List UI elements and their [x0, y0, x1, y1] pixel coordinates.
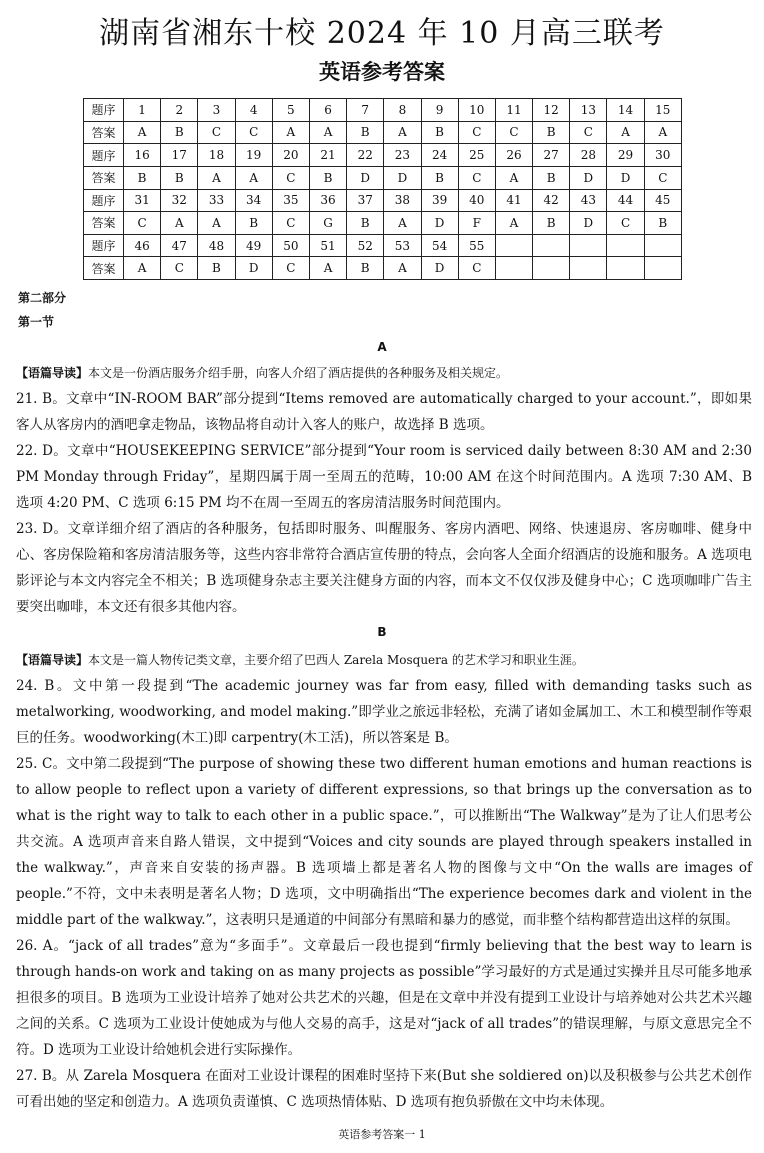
table-cell: 13 [570, 99, 607, 122]
table-cell: 25 [458, 144, 495, 167]
table-cell: A [198, 166, 235, 189]
table-cell: D [570, 166, 607, 189]
table-cell: B [124, 166, 161, 189]
table-cell: A [644, 121, 681, 144]
table-cell: C [458, 257, 495, 280]
table-cell: 29 [607, 144, 644, 167]
passage-a-letter: A [377, 340, 387, 354]
answer-table [83, 98, 682, 280]
table-cell: 32 [161, 189, 198, 212]
table-cell: 14 [607, 99, 644, 122]
table-cell: 21 [309, 144, 346, 167]
table-cell: 45 [644, 189, 681, 212]
table-cell: 51 [309, 234, 346, 257]
table-cell: A [235, 166, 272, 189]
table-cell: 19 [235, 144, 272, 167]
table-cell: A [272, 121, 309, 144]
table-cell: A [309, 257, 346, 280]
table-cell: 28 [570, 144, 607, 167]
table-cell: 12 [533, 99, 570, 122]
table-row [84, 212, 682, 235]
answer-23: 23. D。文章详细介绍了酒店的各种服务，包括即时服务、叫醒服务、客房内酒吧、网络、快速退房、客房咖啡、健身中心、客房保险箱和客房清洁服务等，这些内容非常符合酒店宣传册的特点，会向客人全面介绍酒店的设施和服务。A 选项电影评论与本文内容完全不相关；B 选项健身杂志主要关注健身方面的内容，而本文不仅仅涉及健身中心；C 选项咖啡广告主要突出咖啡，本文还有很多其他内容。 [16, 521, 752, 615]
table-cell [570, 234, 607, 257]
row-label: 答案 [84, 257, 124, 280]
table-cell: D [421, 257, 458, 280]
table-cell: C [272, 212, 309, 235]
guide-label: 【语篇导读】 [16, 366, 89, 380]
table-cell: 44 [607, 189, 644, 212]
answer-22: 22. D。文章中“HOUSEKEEPING SERVICE”部分提到“Your room is serviced daily between 8:30 AM and 2:30 PM Monday through Friday”，星期四属于周一至周五的范畴，10:00 AM 在这个时间范围内。A 选项 7:30 AM、B 选项 4:20 PM、C 选项 6:15 PM 均不在周一至周五的客房清洁服务时间范围内。 [16, 443, 752, 511]
table-cell: 31 [124, 189, 161, 212]
table-cell: D [607, 166, 644, 189]
table-cell: C [644, 166, 681, 189]
table-cell: 1 [124, 99, 161, 122]
table-cell: C [272, 166, 309, 189]
table-cell: 36 [309, 189, 346, 212]
table-cell [533, 234, 570, 257]
table-row [84, 189, 682, 212]
table-cell: 10 [458, 99, 495, 122]
doc-subtitle: 英语参考答案 [319, 60, 445, 84]
table-cell: D [235, 257, 272, 280]
table-cell: 53 [384, 234, 421, 257]
table-cell: 41 [495, 189, 532, 212]
table-cell: 30 [644, 144, 681, 167]
table-cell: 48 [198, 234, 235, 257]
table-cell: C [235, 121, 272, 144]
table-cell: 23 [384, 144, 421, 167]
table-row [84, 166, 682, 189]
table-cell: B [198, 257, 235, 280]
table-cell: D [421, 212, 458, 235]
row-label: 题序 [84, 144, 124, 167]
row-label: 题序 [84, 99, 124, 122]
table-cell: B [533, 121, 570, 144]
table-cell: 2 [161, 99, 198, 122]
table-cell: 5 [272, 99, 309, 122]
table-cell: C [607, 212, 644, 235]
table-cell: B [309, 166, 346, 189]
table-cell: 52 [347, 234, 384, 257]
row-label: 题序 [84, 234, 124, 257]
table-cell: 54 [421, 234, 458, 257]
table-row [84, 99, 682, 122]
row-label: 答案 [84, 166, 124, 189]
table-cell [607, 257, 644, 280]
table-cell: 37 [347, 189, 384, 212]
table-cell: A [198, 212, 235, 235]
exam-title: 湖南省湘东十校 2024 年 10 月高三联考 [99, 16, 665, 51]
table-cell: 40 [458, 189, 495, 212]
passage-a-guide [16, 360, 752, 386]
table-cell: 38 [384, 189, 421, 212]
table-cell: B [347, 257, 384, 280]
table-cell: A [124, 257, 161, 280]
table-cell: D [347, 166, 384, 189]
table-cell: A [607, 121, 644, 144]
table-cell: 6 [309, 99, 346, 122]
table-cell: 33 [198, 189, 235, 212]
table-cell: 4 [235, 99, 272, 122]
table-cell: 9 [421, 99, 458, 122]
table-cell: C [198, 121, 235, 144]
table-cell: 43 [570, 189, 607, 212]
row-label: 答案 [84, 212, 124, 235]
table-cell: B [533, 166, 570, 189]
table-cell: A [309, 121, 346, 144]
table-cell: 49 [235, 234, 272, 257]
table-cell: C [570, 121, 607, 144]
table-cell: C [161, 257, 198, 280]
table-cell: 24 [421, 144, 458, 167]
table-cell: 16 [124, 144, 161, 167]
table-cell: 50 [272, 234, 309, 257]
table-cell: 27 [533, 144, 570, 167]
table-cell: 18 [198, 144, 235, 167]
table-cell: B [421, 166, 458, 189]
table-cell [495, 257, 532, 280]
answer-21: 21. B。文章中“IN-ROOM BAR”部分提到“Items removed are automatically charged to your account.”，即如果客人从客房内的酒吧拿走物品，该物品将自动计入客人的账户，故选择 B 选项。 [16, 391, 752, 433]
table-cell: 46 [124, 234, 161, 257]
table-cell: 26 [495, 144, 532, 167]
part-title: 第二部分 [18, 291, 67, 305]
table-row [84, 234, 682, 257]
row-label: 题序 [84, 189, 124, 212]
table-cell: 42 [533, 189, 570, 212]
table-cell: A [384, 212, 421, 235]
table-cell: 22 [347, 144, 384, 167]
passage-b-letter: B [377, 625, 387, 639]
table-cell: B [347, 212, 384, 235]
table-cell: 7 [347, 99, 384, 122]
table-cell: B [161, 166, 198, 189]
table-cell: 39 [421, 189, 458, 212]
table-row [84, 144, 682, 167]
table-cell: B [421, 121, 458, 144]
table-cell: 3 [198, 99, 235, 122]
table-cell [607, 234, 644, 257]
table-cell: B [644, 212, 681, 235]
table-cell: A [161, 212, 198, 235]
table-cell: 34 [235, 189, 272, 212]
table-cell [644, 234, 681, 257]
table-cell [495, 234, 532, 257]
table-row [84, 121, 682, 144]
table-cell: C [495, 121, 532, 144]
table-cell: A [384, 257, 421, 280]
table-cell: 47 [161, 234, 198, 257]
section-title: 第一节 [18, 315, 55, 329]
passage-b-guide [16, 647, 752, 673]
table-cell: D [570, 212, 607, 235]
table-cell: B [347, 121, 384, 144]
table-cell: A [124, 121, 161, 144]
table-cell [533, 257, 570, 280]
row-label: 答案 [84, 121, 124, 144]
table-cell: 35 [272, 189, 309, 212]
table-cell: 55 [458, 234, 495, 257]
table-cell: B [161, 121, 198, 144]
table-cell [570, 257, 607, 280]
table-cell: 20 [272, 144, 309, 167]
guide-text: 本文是一篇人物传记类文章，主要介绍了巴西人 Zarela Mosquera 的艺术学习和职业生涯。 [88, 653, 584, 667]
table-cell: 15 [644, 99, 681, 122]
table-cell: C [272, 257, 309, 280]
table-cell [644, 257, 681, 280]
guide-label: 【语篇导读】 [16, 653, 89, 667]
table-cell: C [458, 166, 495, 189]
table-cell: 8 [384, 99, 421, 122]
table-cell: C [124, 212, 161, 235]
table-cell: D [384, 166, 421, 189]
table-cell: A [495, 166, 532, 189]
table-cell: F [458, 212, 495, 235]
answer-25: 25. C。文中第二段提到“The purpose of showing these two different human emotions and human reactions is to allow people to reflect upon a variety of different expressions, so that brings up the conversation as to what is the right way to talk to each other in a public space.”，可以推断出“The Walkway”是为了让人们思考公共交流。A 选项声音来自路人错误，文中提到“Voices and city sounds are played through speakers installed in the walkway.”，声音来自安装的扬声器。B 选项墙上都是著名人物的图像与文中“On the walls are images of people.”不符，文中未表明是著名人物；D 选项，文中明确指出“The experience becomes dark and violent in the middle part of the walkway.”，这表明只是通道的中间部分有黑暗和暴力的感觉，而非整个结构都营造出这样的氛围。 [16, 756, 752, 928]
table-cell: 17 [161, 144, 198, 167]
guide-text: 本文是一份酒店服务介绍手册，向客人介绍了酒店提供的各种服务及相关规定。 [88, 366, 509, 380]
page-footer: 英语参考答案一 1 [338, 1128, 426, 1141]
table-cell: A [384, 121, 421, 144]
table-row [84, 257, 682, 280]
answer-24: 24. B。文中第一段提到“The academic journey was far from easy, filled with demanding tasks such as metalworking, woodworking, and model making.”即学业之旅远非轻松，充满了诸如金属加工、木工和模型制作等艰巨的任务。woodworking(木工)即 carpentry(木工活)，所以答案是 B。 [16, 678, 752, 746]
table-cell: 11 [495, 99, 532, 122]
table-cell: G [309, 212, 346, 235]
table-cell: C [458, 121, 495, 144]
table-cell: B [533, 212, 570, 235]
answer-27: 27. B。从 Zarela Mosquera 在面对工业设计课程的困难时坚持下来(But she soldiered on)以及积极参与公共艺术创作可看出她的坚定和创造力。A 选项负责谨慎、C 选项热情体贴、D 选项有抱负骄傲在文中均未体现。 [16, 1068, 752, 1110]
table-cell: A [495, 212, 532, 235]
answer-26: 26. A。“jack of all trades”意为“多面手”。文章最后一段也提到“firmly believing that the best way to learn is through hands-on work and taking on as many projects as possible”学习最好的方式是通过实操并且尽可能多地承担很多的项目。B 选项为工业设计培养了她对公共艺术的兴趣，但是在文章中并没有提到工业设计与培养她对公共艺术兴趣之间的关系。C 选项为工业设计使她成为与他人交易的高手，这是对“jack of all trades”的错误理解，与原文意思完全不符。D 选项为工业设计给她机会进行实际操作。 [16, 938, 752, 1058]
table-cell: B [235, 212, 272, 235]
